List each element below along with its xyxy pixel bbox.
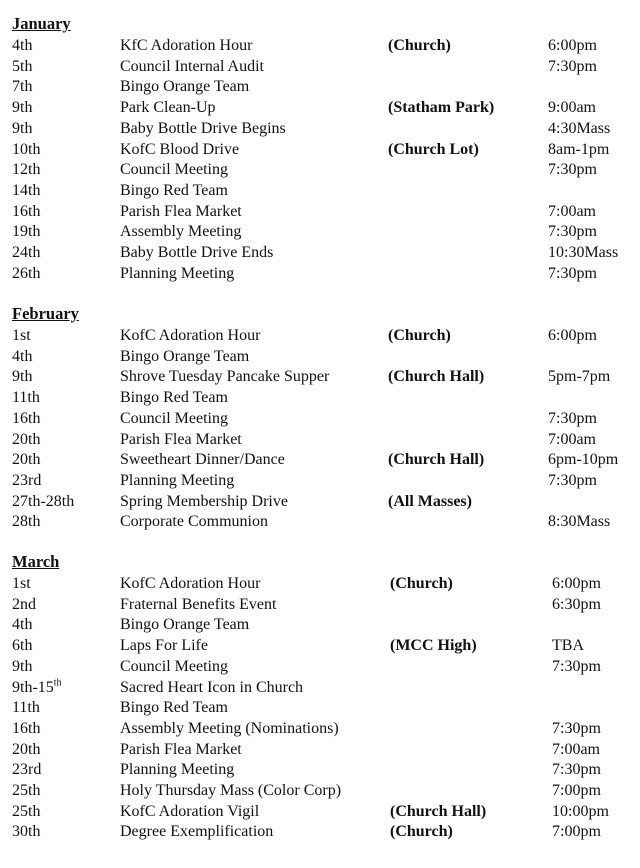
event-name: Degree Exemplification [120,823,274,841]
event-date [12,719,40,740]
event-date [12,698,40,719]
event-name: Assembly Meeting (Nominations) [120,719,339,737]
event-name: Sweetheart Dinner/Dance [120,451,285,469]
event-date [12,36,32,57]
event-date [12,636,32,657]
event-date [12,202,40,223]
event-date [12,222,40,243]
event-name: KofC Blood Drive [120,140,240,158]
event-time: 7:30pm [548,57,597,75]
event-time: 7:00am [552,740,600,758]
event-row [0,160,640,181]
event-date [12,471,41,492]
event-name: Assembly Meeting [120,223,242,241]
event-row [0,492,640,513]
event-time: 6:00pm [548,327,597,344]
event-name: Council Internal Audit [120,57,264,75]
event-row [0,409,640,430]
event-date-suffix: th [53,677,62,689]
event-date [12,657,32,678]
event-location: (Church Hall) [388,451,485,469]
event-row [0,719,640,740]
event-date [12,347,32,368]
event-date [12,678,62,699]
event-date [12,615,32,636]
event-date [12,430,40,451]
event-date [12,574,31,595]
event-name: Planning Meeting [120,264,235,282]
event-row [0,181,640,202]
event-time: 7:00pm [552,823,601,841]
event-time: TBA [552,637,584,655]
event-date-text: 25th [12,782,41,799]
event-row [0,471,640,492]
event-row [0,57,640,78]
event-location: (Church Hall) [388,368,485,386]
event-time: 7:30pm [552,761,601,779]
event-row [0,698,640,719]
event-time: 4:30Mass [548,119,611,137]
event-row [0,740,640,761]
event-name: Shrove Tuesday Pancake Supper [120,368,330,386]
event-name: Laps For Life [120,637,208,655]
event-time: 7:00pm [552,782,601,799]
event-name: Baby Bottle Drive Begins [120,119,286,137]
event-row [0,36,640,57]
month-heading: March [12,552,60,571]
event-date [12,781,40,802]
event-date [12,57,32,78]
event-location: (Church) [390,823,453,841]
event-time: 6:30pm [552,595,601,613]
event-row [0,512,640,533]
event-date [12,450,40,471]
event-date-text: 9th [12,119,33,137]
event-date-text: 27th-28th [12,492,75,510]
event-date [12,409,40,430]
event-name: Bingo Red Team [120,699,228,717]
event-row [0,98,640,119]
event-date-text: 5th [12,57,33,75]
event-name: Bingo Red Team [120,389,228,407]
event-location: (Church) [390,575,453,592]
event-name: Bingo Orange Team [120,78,250,96]
event-row [0,657,640,678]
event-location: (MCC High) [390,637,477,655]
event-date-text: 12th [12,161,41,179]
event-date-text: 4th [12,347,33,365]
event-date-text: 20th [12,451,41,469]
event-time: 8am-1pm [548,140,610,158]
event-row [0,450,640,471]
event-name: KofC Adoration Hour [120,575,261,592]
event-time: 7:30pm [548,223,597,241]
month-heading: February [12,304,79,323]
event-time: 7:30pm [548,409,597,427]
event-date-text: 7th [12,78,33,96]
event-time: 5pm-7pm [548,368,611,386]
event-location: (Church Hall) [390,802,487,820]
event-name: Parish Flea Market [120,740,242,758]
event-name: Planning Meeting [120,471,235,489]
event-date-text: 16th [12,409,41,427]
event-date-text: 9th-15 [12,678,54,696]
event-date-text: 2nd [12,595,36,613]
event-name: Bingo Orange Team [120,616,250,634]
event-row [0,367,640,388]
event-date [12,822,40,843]
event-location: (Church) [388,37,451,54]
event-date-text: 9th [12,657,33,675]
event-row [0,119,640,140]
event-name: KofC Adoration Vigil [120,802,260,820]
event-name: Bingo Orange Team [120,347,250,365]
event-date-text: 14th [12,181,41,199]
event-date [12,243,40,264]
event-date-text: 4th [12,616,33,634]
event-date-text: 25th [12,802,41,820]
event-name: Holy Thursday Mass (Color Corp) [120,782,342,799]
event-row [0,202,640,223]
event-date-text: 16th [12,202,41,220]
event-location: (Church) [388,327,451,344]
event-row [0,615,640,636]
event-name: Council Meeting [120,409,228,427]
event-time: 8:30Mass [548,513,611,531]
event-name: Corporate Communion [120,513,268,531]
event-name: Parish Flea Market [120,202,242,220]
event-name: KofC Adoration Hour [120,327,261,344]
event-date [12,98,32,119]
event-row [0,678,640,699]
month-heading: January [12,14,71,33]
event-date-text: 19th [12,223,41,241]
event-time: 7:00am [548,202,596,220]
event-date-text: 9th [12,99,33,117]
event-date [12,264,40,285]
event-row [0,781,640,802]
event-name: KfC Adoration Hour [120,37,253,54]
event-row [0,430,640,451]
event-date [12,326,31,347]
event-date [12,119,32,140]
event-row [0,243,640,264]
event-date-text: 28th [12,513,41,531]
event-name: Bingo Red Team [120,181,228,199]
event-row [0,574,640,595]
event-date-text: 30th [12,823,41,841]
event-row [0,347,640,368]
event-row [0,802,640,823]
event-date-text: 1st [12,327,31,344]
event-row [0,822,640,843]
event-time: 6:00pm [552,575,601,592]
event-row [0,140,640,161]
event-name: Spring Membership Drive [120,492,288,510]
event-date-text: 20th [12,430,41,448]
event-date [12,760,41,781]
event-location: (All Masses) [388,492,472,510]
event-date [12,181,40,202]
event-row [0,595,640,616]
event-name: Baby Bottle Drive Ends [120,244,274,261]
event-location: (Statham Park) [388,99,495,117]
event-date-text: 10th [12,140,41,158]
event-time: 10:30Mass [548,244,619,261]
event-date-text: 11th [12,699,40,717]
event-row [0,77,640,98]
event-time: 6pm-10pm [548,451,619,469]
event-time: 7:30pm [552,657,601,675]
event-name: Fraternal Benefits Event [120,595,277,613]
event-date [12,512,40,533]
event-name: Park Clean-Up [120,99,216,117]
event-date-text: 26th [12,264,41,282]
event-date-text: 1st [12,575,31,592]
event-time: 10:00pm [552,802,609,820]
event-date-text: 24th [12,244,41,261]
event-name: Council Meeting [120,161,228,179]
event-date [12,367,32,388]
event-date-text: 16th [12,719,41,737]
event-row [0,264,640,285]
event-time: 9:00am [548,99,596,117]
event-date [12,160,40,181]
event-date [12,140,40,161]
event-date-text: 11th [12,389,40,407]
event-time: 7:30pm [552,719,601,737]
event-name: Council Meeting [120,657,228,675]
event-date-text: 4th [12,37,33,54]
event-time: 7:00am [548,430,596,448]
event-row [0,326,640,347]
event-date [12,77,32,98]
event-date [12,740,40,761]
event-date-text: 23rd [12,471,42,489]
event-date-text: 6th [12,637,33,655]
event-time: 6:00pm [548,37,597,54]
event-date-text: 9th [12,368,33,386]
event-row [0,760,640,781]
event-date-text: 20th [12,740,41,758]
event-time: 7:30pm [548,161,597,179]
event-row [0,388,640,409]
event-date [12,802,40,823]
event-row [0,636,640,657]
event-row [0,222,640,243]
event-name: Parish Flea Market [120,430,242,448]
event-time: 7:30pm [548,471,597,489]
event-date [12,595,36,616]
event-date-text: 23rd [12,761,42,779]
event-date [12,388,40,409]
event-location: (Church Lot) [388,140,479,158]
event-time: 7:30pm [548,264,597,282]
event-date [12,492,74,513]
event-name: Sacred Heart Icon in Church [120,678,304,696]
event-name: Planning Meeting [120,761,235,779]
